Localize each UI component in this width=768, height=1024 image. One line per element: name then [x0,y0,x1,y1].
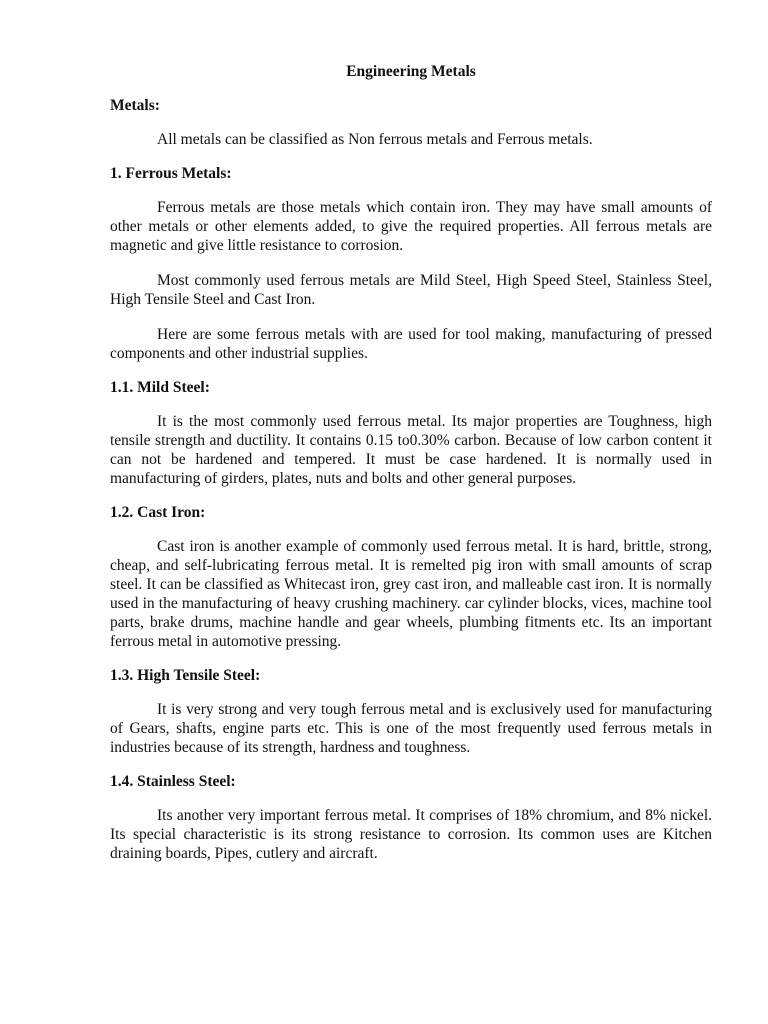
document-title: Engineering Metals [346,63,476,80]
paragraph-metals-classification: All metals can be classified as Non ferrous metals and Ferrous metals. [157,131,593,148]
paragraph-stainless-steel: Its another very important ferrous metal. It comprises of 18% chromium, and 8% nickel. Its special characteristic is its strong resistance to corrosion. Its common uses are Kitchen draining boards, Pipes, cutlery and aircraft. [110,807,712,862]
paragraph-mild-steel: It is the most commonly used ferrous metal. Its major properties are Toughness, high tensile strength and ductility. It contains 0.15 to0.30% carbon. Because of low carbon content it can not be hardened and tempered. It must be case hardened. It is normally used in manufacturing of girders, plates, nuts and bolts and other general purposes. [110,413,712,487]
paragraph-ferrous-definition: Ferrous metals are those metals which contain iron. They may have small amounts of other metals or other elements added, to give the required properties. All ferrous metals are magnetic and give little resistance to corrosion. [110,199,712,254]
heading-mild-steel: 1.1. Mild Steel: [110,379,210,396]
paragraph-high-tensile-steel: It is very strong and very tough ferrous metal and is exclusively used for manufacturing of Gears, shafts, engine parts etc. This is one of the most frequently used ferrous metals in industries because of its strength, hardness and toughness. [110,701,712,756]
heading-ferrous-metals: 1. Ferrous Metals: [110,165,232,182]
document-page [110,62,712,863]
heading-high-tensile-steel: 1.3. High Tensile Steel: [110,667,261,684]
heading-stainless-steel: 1.4. Stainless Steel: [110,773,236,790]
paragraph-cast-iron: Cast iron is another example of commonly used ferrous metal. It is hard, brittle, strong, cheap, and self-lubricating ferrous metal. It is remelted pig iron with small amounts of scrap steel. It can be classified as Whitecast iron, grey cast iron, and malleable cast iron. It is normally used in the manufacturing of heavy crushing machinery. car cylinder blocks, vices, machine tool parts, brake drums, machine handle and gear wheels, plumbing fitments etc. Its an important ferrous metal in automotive pressing. [110,538,712,650]
heading-metals: Metals: [110,97,160,114]
paragraph-ferrous-common: Most commonly used ferrous metals are Mild Steel, High Speed Steel, Stainless Steel, High Tensile Steel and Cast Iron. [110,272,712,308]
paragraph-ferrous-uses: Here are some ferrous metals with are used for tool making, manufacturing of pressed components and other industrial supplies. [110,326,712,362]
heading-cast-iron: 1.2. Cast Iron: [110,504,206,521]
